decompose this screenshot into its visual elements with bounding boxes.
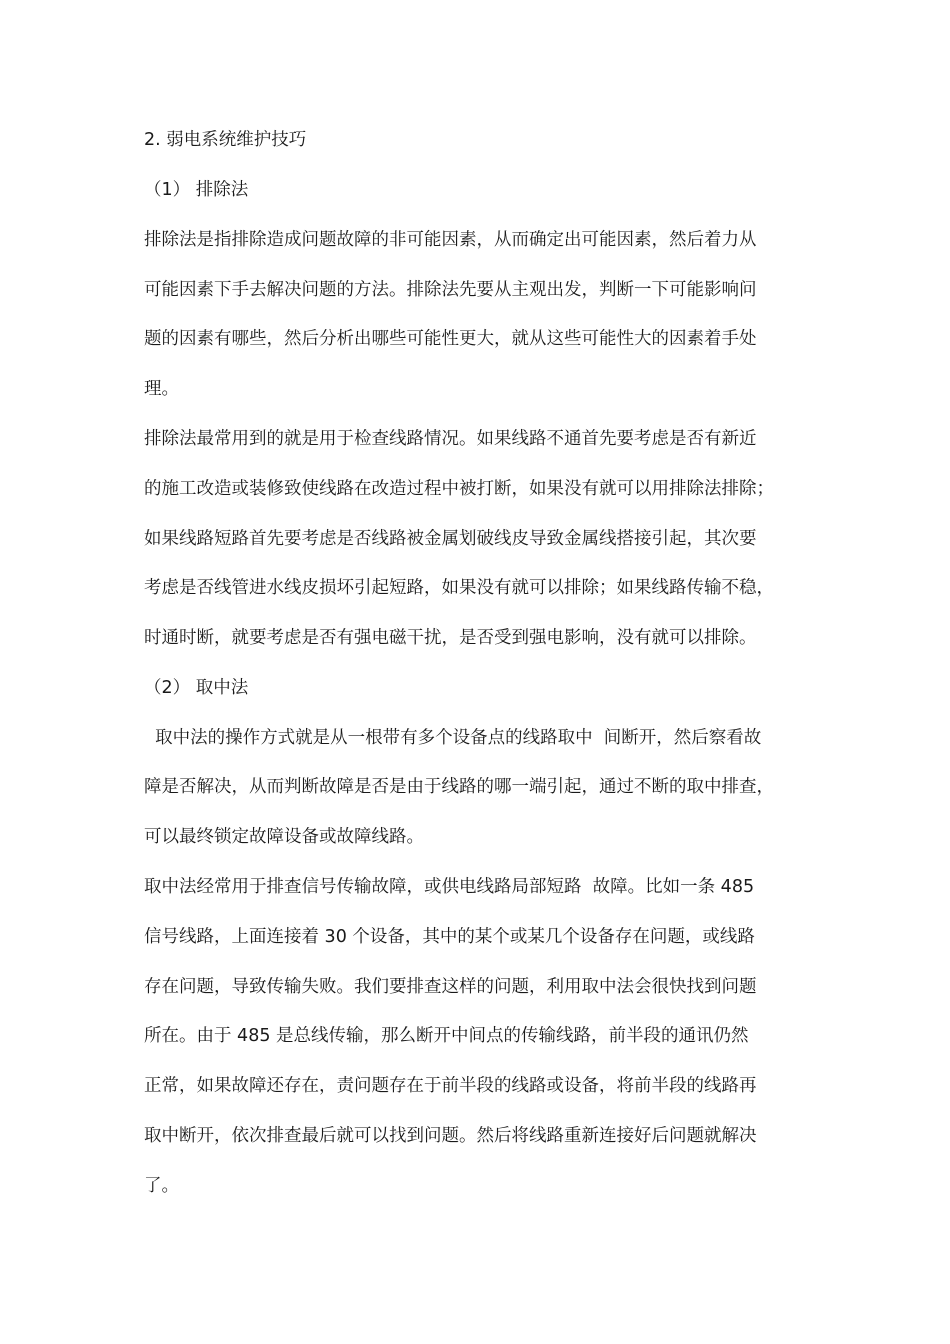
section-heading: 2. 弱电系统维护技巧 — [144, 130, 307, 150]
text-line: 可以最终锁定故障设备或故障线路。 — [144, 827, 424, 847]
text-line: 排除法是指排除造成问题故障的非可能因素，从而确定出可能因素，然后着力从 — [144, 230, 757, 250]
text-line: 信号线路，上面连接着 30 个设备，其中的某个或某几个设备存在问题，或线路 — [144, 927, 755, 947]
text-line: 取中法经常用于排查信号传输故障，或供电线路局部短路 故障。比如一条 485 — [144, 877, 755, 897]
text-line: 理。 — [144, 379, 179, 399]
text-line: 正常，如果故障还存在，责问题存在于前半段的线路或设备，将前半段的线路再 — [144, 1076, 757, 1096]
text-line: 可能因素下手去解决问题的方法。排除法先要从主观出发，判断一下可能影响问 — [144, 280, 757, 300]
subsection-heading-exclusion: （1） 排除法 — [144, 180, 249, 200]
text-line: 障是否解决，从而判断故障是否是由于线路的哪一端引起，通过不断的取中排查， — [144, 777, 774, 797]
text-line: 所在。由于 485 是总线传输，那么断开中间点的传输线路，前半段的通讯仍然 — [144, 1026, 749, 1046]
text-line: 考虑是否线管进水线皮损坏引起短路，如果没有就可以排除；如果线路传输不稳， — [144, 578, 774, 598]
text-line: 取中法的操作方式就是从一根带有多个设备点的线路取中 间断开，然后察看故 — [144, 728, 762, 748]
text-line: 如果线路短路首先要考虑是否线路被金属划破线皮导致金属线搭接引起，其次要 — [144, 529, 757, 549]
subsection-heading-bisection: （2） 取中法 — [144, 678, 249, 698]
text-line: 排除法最常用到的就是用于检查线路情况。如果线路不通首先要考虑是否有新近 — [144, 429, 757, 449]
text-line: 题的因素有哪些，然后分析出哪些可能性更大，就从这些可能性大的因素着手处 — [144, 329, 757, 349]
text-line: 了。 — [144, 1176, 179, 1196]
text-line: 的施工改造或装修致使线路在改造过程中被打断，如果没有就可以用排除法排除； — [144, 479, 774, 499]
text-line: 取中断开，依次排查最后就可以找到问题。然后将线路重新连接好后问题就解决 — [144, 1126, 757, 1146]
text-line: 时通时断，就要考虑是否有强电磁干扰，是否受到强电影响，没有就可以排除。 — [144, 628, 757, 648]
text-line: 存在问题，导致传输失败。我们要排查这样的问题，利用取中法会很快找到问题 — [144, 977, 757, 997]
